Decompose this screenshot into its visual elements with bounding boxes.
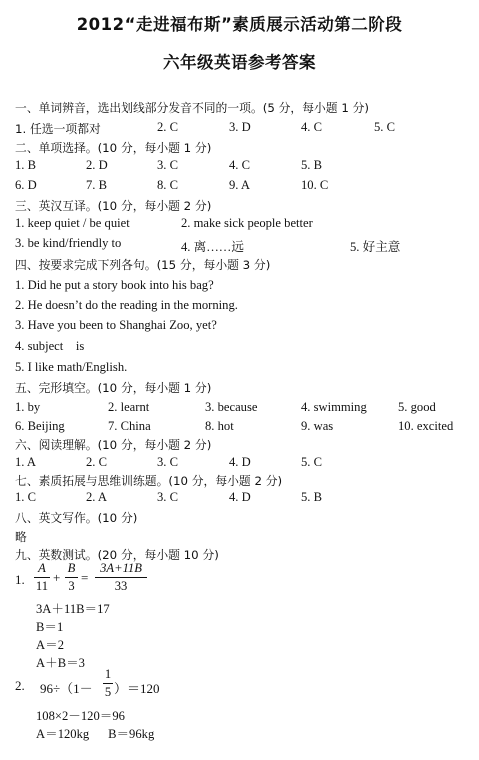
answer-3-2: 2. make sick people better bbox=[181, 216, 313, 230]
section-2-heading: 二、单项选择。(10 分，每小题 1 分) bbox=[15, 141, 212, 155]
answer-4-4: 4. subject is bbox=[15, 339, 85, 353]
q1-frac1-denominator: 11 bbox=[35, 579, 49, 593]
answer-4-2: 2. He doesn’t do the reading in the morning. bbox=[15, 298, 238, 312]
q1-frac1-numerator: A bbox=[38, 561, 46, 575]
answer-6-3: 3. C bbox=[157, 455, 178, 469]
answer-5-3: 3. because bbox=[205, 400, 258, 414]
q1-frac3-denominator: 33 bbox=[114, 579, 128, 593]
fraction-bar bbox=[34, 577, 50, 578]
fraction-bar bbox=[103, 683, 113, 684]
fraction-bar bbox=[65, 577, 78, 578]
q1-step-4: A＋B＝3 bbox=[36, 656, 85, 670]
section-7-heading: 七、素质拓展与思维训练题。(10 分，每小题 2 分) bbox=[15, 474, 283, 488]
answer-6-4: 4. D bbox=[229, 455, 251, 469]
answer-1-4: 4. C bbox=[301, 120, 322, 134]
answer-1-3: 3. D bbox=[229, 120, 251, 134]
answer-7-5: 5. B bbox=[301, 490, 322, 504]
answer-8-body: 略 bbox=[15, 530, 27, 544]
section-2-row-2 bbox=[15, 178, 475, 198]
answer-4-3: 3. Have you been to Shanghai Zoo, yet? bbox=[15, 318, 217, 332]
q2-expr-right: ）＝120 bbox=[114, 681, 160, 696]
q2-expr-left: 96÷（1－ bbox=[40, 681, 93, 696]
q1-fraction-a-over-11 bbox=[34, 561, 50, 594]
answer-5-10: 10. excited bbox=[398, 419, 454, 433]
answer-5-5: 5. good bbox=[398, 400, 436, 414]
section-3-row-2 bbox=[15, 236, 475, 256]
answer-6-2: 2. C bbox=[86, 455, 107, 469]
answer-7-1: 1. C bbox=[15, 490, 36, 504]
page-title: 2012“走进福布斯”素质展示活动第二阶段 bbox=[76, 15, 403, 34]
section-1-answers bbox=[15, 120, 475, 140]
q2-step-1: 108×2－120＝96 bbox=[36, 709, 125, 723]
q2-fraction-one-fifth bbox=[103, 667, 113, 700]
answer-2-6: 6. D bbox=[15, 178, 37, 192]
answer-1-5: 5. C bbox=[374, 120, 395, 134]
q1-plus: + bbox=[53, 570, 61, 585]
answer-1-2: 2. C bbox=[157, 120, 178, 134]
answer-7-3: 3. C bbox=[157, 490, 178, 504]
q1-equals: = bbox=[81, 570, 89, 585]
fraction-bar bbox=[95, 577, 147, 578]
q1-frac2-numerator: B bbox=[67, 561, 76, 575]
q1-step-3: A＝2 bbox=[36, 638, 64, 652]
answer-4-1: 1. Did he put a story book into his bag? bbox=[15, 278, 214, 292]
answer-7-4: 4. D bbox=[229, 490, 251, 504]
section-2-row-1 bbox=[15, 158, 475, 178]
q1-frac2-denominator: 3 bbox=[68, 579, 75, 593]
section-5-row-1 bbox=[15, 400, 475, 420]
answer-4-5: 5. I like math/English. bbox=[15, 360, 128, 374]
answer-3-4: 4. 离……远 bbox=[181, 240, 244, 254]
q2-frac-denominator: 5 bbox=[104, 685, 112, 699]
answer-7-2: 2. A bbox=[86, 490, 107, 504]
answer-5-9: 9. was bbox=[301, 419, 334, 433]
answer-2-9: 9. A bbox=[229, 178, 250, 192]
answer-5-8: 8. hot bbox=[205, 419, 234, 433]
answer-2-1: 1. B bbox=[15, 158, 36, 172]
section-8-heading: 八、英文写作。(10 分) bbox=[15, 511, 138, 525]
q2-label: 2. bbox=[15, 678, 25, 693]
answer-5-1: 1. by bbox=[15, 400, 41, 414]
answer-3-5: 5. 好主意 bbox=[350, 240, 401, 254]
answer-2-5: 5. B bbox=[301, 158, 322, 172]
section-3-heading: 三、英汉互译。(10 分，每小题 2 分) bbox=[15, 199, 212, 213]
section-7-answers bbox=[15, 490, 475, 510]
answer-2-4: 4. C bbox=[229, 158, 250, 172]
section-9-heading: 九、英数测试。(20 分，每小题 10 分) bbox=[15, 548, 219, 562]
section-5-heading: 五、完形填空。(10 分，每小题 1 分) bbox=[15, 381, 212, 395]
section-3-row-1 bbox=[15, 216, 475, 236]
answer-2-8: 8. C bbox=[157, 178, 178, 192]
answer-6-5: 5. C bbox=[301, 455, 322, 469]
q1-step-1: 3A＋11B＝17 bbox=[36, 602, 110, 616]
q1-fraction-b-over-3 bbox=[65, 561, 78, 594]
q2-step-2: A＝120kg B＝96kg bbox=[36, 727, 155, 741]
page-subtitle: 六年级英语参考答案 bbox=[163, 53, 316, 72]
q1-label: 1. bbox=[15, 572, 25, 587]
section-4-heading: 四、按要求完成下列各句。(15 分，每小题 3 分) bbox=[15, 258, 271, 272]
answer-5-4: 4. swimming bbox=[301, 400, 367, 414]
answer-2-10: 10. C bbox=[301, 178, 329, 192]
answer-5-6: 6. Beijing bbox=[15, 419, 65, 433]
answer-3-3: 3. be kind/friendly to bbox=[15, 236, 122, 250]
q1-frac3-numerator: 3A+11B bbox=[100, 561, 142, 575]
answer-5-2: 2. learnt bbox=[108, 400, 150, 414]
answer-1-1: 1. 任选一项都对 bbox=[15, 122, 101, 136]
answer-2-3: 3. C bbox=[157, 158, 178, 172]
answer-2-7: 7. B bbox=[86, 178, 107, 192]
answer-3-1: 1. keep quiet / be quiet bbox=[15, 216, 130, 230]
answer-5-7: 7. China bbox=[108, 419, 151, 433]
answer-6-1: 1. A bbox=[15, 455, 36, 469]
section-6-heading: 六、阅读理解。(10 分，每小题 2 分) bbox=[15, 438, 212, 452]
q2-frac-numerator: 1 bbox=[104, 667, 112, 681]
section-1-heading: 一、单词辨音，选出划线部分发音不同的一项。(5 分，每小题 1 分) bbox=[15, 101, 369, 115]
q1-fraction-result bbox=[95, 561, 147, 594]
answer-2-2: 2. D bbox=[86, 158, 108, 172]
q1-step-2: B＝1 bbox=[36, 620, 64, 634]
